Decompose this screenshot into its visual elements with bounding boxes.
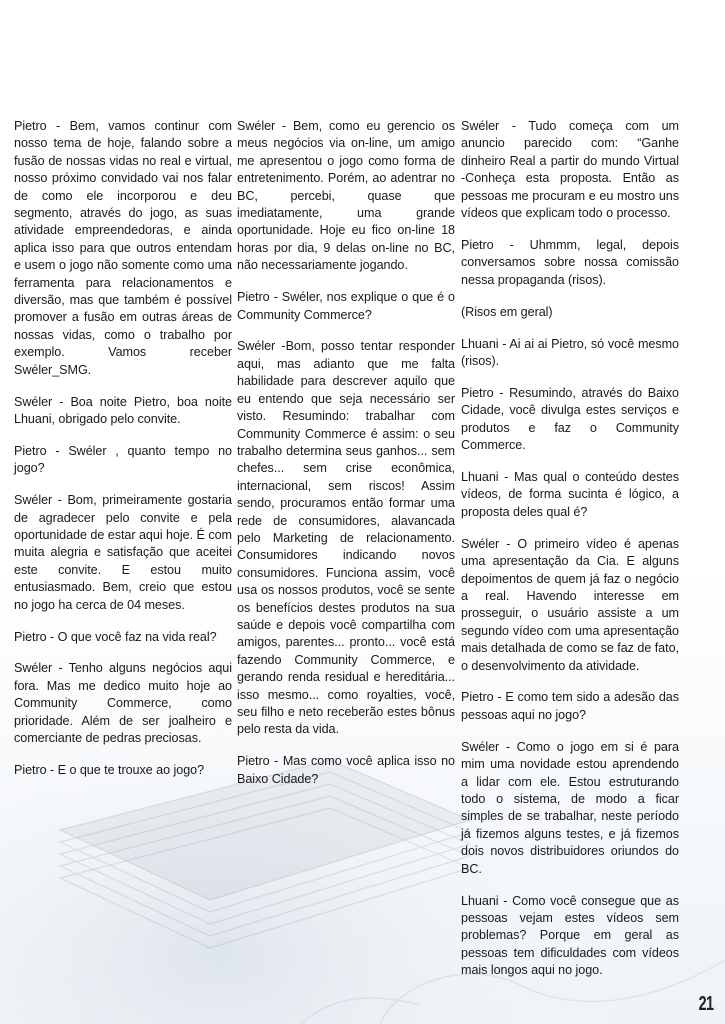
paragraph: Pietro - Uhmmm, legal, depois conversamos sobre nossa comissão nessa propaganda (risos). [461, 237, 679, 287]
paragraph: Pietro - Mas como você aplica isso no Baixo Cidade? [237, 754, 455, 786]
paragraph: Pietro - Swéler , quanto tempo no jogo? [14, 443, 232, 476]
column-3 [461, 118, 679, 994]
column-2 [237, 118, 455, 803]
paragraph: Lhuani - Como você consegue que as pessoas vejam estes vídeos sem problemas? Porque em geral as pessoas tem dificuldades com vídeos mais longos aqui no jogo. [461, 893, 679, 978]
paragraph: Swéler - O primeiro vídeo é apenas uma apresentação da Cia. E alguns depoimentos de quem já faz o negócio a real. Havendo interesse em prosseguir, o usuário assiste a um segundo vídeo com uma apresentação mais detalhada de como se faz de fato, o desenvolvimento da atividade. [461, 536, 679, 673]
paragraph: Swéler - Tenho alguns negócios aqui fora. Mas me dedico muito hoje ao Community Commerce, como prioridade. Além de ser joalheiro e comerciante de pedras preciosas. [14, 661, 232, 746]
paragraph: Swéler - Bem, como eu gerencio os meus negócios via on-line, um amigo me apresentou o jogo como forma de entretenimento. Porém, ao adentrar no BC, percebi, quase que imediatamente, uma grande oportunidade. Hoje eu fico on-line 18 horas por dia, 9 delas on-line no BC, não necessariamente jogando. [237, 119, 455, 273]
paragraph: Lhuani - Mas qual o conteúdo destes vídeos, de forma sucinta é lógico, a proposta deles qual é? [461, 470, 679, 519]
paragraph: Swéler -Bom, posso tentar responder aqui, mas adianto que me falta habilidade para descrever aquilo que eu entendo que seja necessário ser visto. Resumindo: trabalhar com Community Commerce é assim: o seu trabalho determina seus ganhos... sem chefes... sem crise econômica, internacional, sem riscos! Assim sendo, procuramos então formar uma rede de consumidores, alavancada pelo Marketing de relacionamento. Consumidores indicando novos consumidores. Funciona assim, você usa os nossos produtos, você se sente os benefícios destes produtos na sua saúde e depois você compartilha com amigos, parentes... pronto... você está fazendo Community Commerce, e gerando renda residual e hereditária... isso mesmo... como royalties, você, seu filho e neto receberão estes bônus pelo resta da vida. [237, 339, 455, 737]
paragraph: Swéler - Tudo começa com um anuncio parecido com: “Ganhe dinheiro Real a partir do mundo Virtual -Conheça esta proposta. Então as pessoas me procuram e eu mostro uns vídeos que explicam todo o processo. [461, 119, 679, 221]
paragraph: Pietro - Resumindo, através do Baixo Cidade, você divulga estes serviços e produtos e faz o Community Commerce. [461, 385, 679, 453]
page-number: 21 [698, 993, 713, 1015]
paragraph: Lhuani - Ai ai ai Pietro, só você mesmo (risos). [461, 336, 679, 368]
paragraph: Swéler - Boa noite Pietro, boa noite Lhuani, obrigado pelo convite. [14, 394, 232, 426]
paragraph: Swéler - Como o jogo em si é para mim uma novidade estou aprendendo a lidar com ele. Estou estruturando todo o sistema, de modo a ficar simples de se trabalhar, neste período já fizemos alguns testes, e já fizemos dois novos distribuidores oriundos do BC. [461, 739, 679, 876]
column-1 [14, 118, 232, 794]
paragraph: (Risos em geral) [461, 304, 553, 319]
paragraph: Pietro - E o que te trouxe ao jogo? [14, 763, 205, 777]
paragraph: Pietro - Swéler, nos explique o que é o Community Commerce? [237, 290, 455, 322]
paragraph: Pietro - E como tem sido a adesão das pessoas aqui no jogo? [461, 690, 679, 722]
paragraph: Pietro - Bem, vamos continur com nosso tema de hoje, falando sobre a fusão de nossas vidas no real e virtual, nosso próximo convidado vai nos falar de como ele incorporou e deu segmento, através do jogo, as suas atividade empreendedoras, e ainda aplica isso para que outros entendam e usem o jogo não somente como uma ferramenta para relacionamentos e diversão, mas que também é possível promover a fusão em outras áreas de nossas vidas, como o trabalho por exemplo. Vamos receber Swéler_SMG. [14, 119, 232, 377]
paragraph: Pietro - O que você faz na vida real? [14, 629, 217, 644]
paragraph: Swéler - Bom, primeiramente gostaria de agradecer pelo convite e pela oportunidade de estar aqui hoje. É com muita alegria e satisfação que aceitei este convite. E estou muito entusiasmado. Bem, creio que estou no jogo ha cerca de 04 meses. [14, 493, 232, 612]
